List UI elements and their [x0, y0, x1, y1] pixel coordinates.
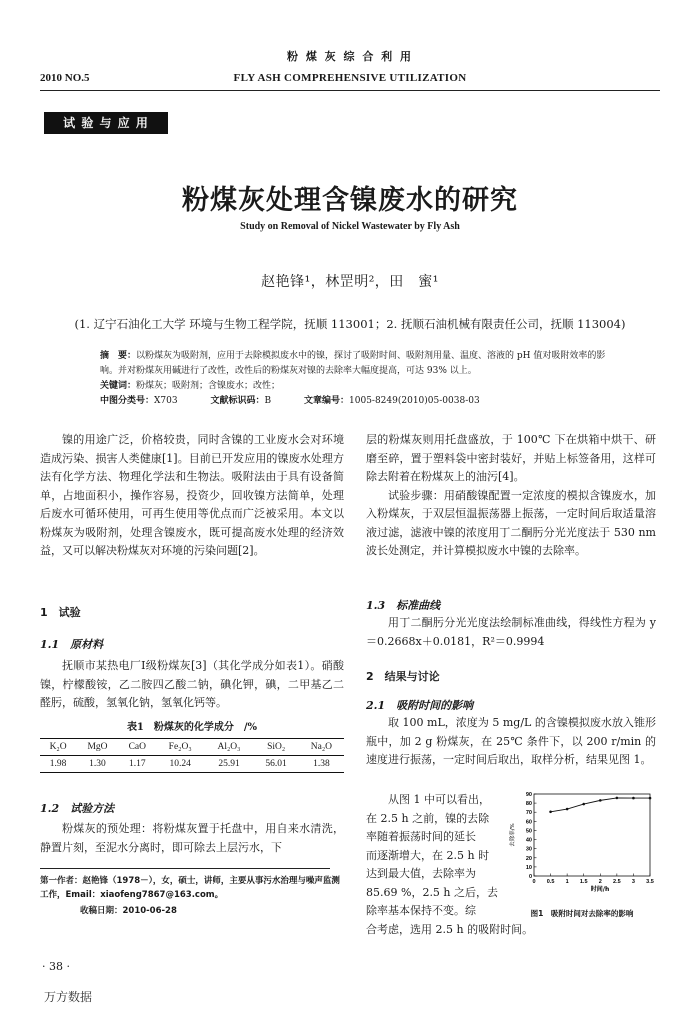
materials-paragraph [40, 657, 344, 713]
y-tick-label: 10 [525, 864, 532, 871]
figure-discussion [366, 791, 506, 921]
steps-text: 试验步骤：用硝酸镍配置一定浓度的模拟含镍废水，加入粉煤灰，于双层恒温振荡器上振荡，一定时间后取适量溶液过滤，滤液中镍的浓度用丁二酮肟分光光度法于 530 nm 波长处测定，并计算模拟废水中镍的去除率。 [366, 488, 656, 557]
section-1-2-heading: 1.2 试验方法 [40, 802, 115, 815]
right-cont-paragraph [366, 431, 656, 561]
header-rule [40, 90, 660, 91]
table-header-cell: Fe₂O₃ [168, 742, 192, 752]
fig-discussion-line: 率随着振荡时间的延长 [366, 830, 476, 843]
method-paragraph [40, 820, 344, 857]
intro-text: 镍的用途广泛，价格较贵，同时含镍的工业废水会对环境造成污染、损害人类健康[1]。目前已开发应用的镍废水处理方法有化学方法、物理化学法和生物法。吸附法由于具有设备简单，占地面积小，操作容易，投资少，回收镍方法简单，处理后废水可循环使用，可再生使用等优点而广泛被采用。本文以粉煤灰为吸附剂，处理含镍废水，既可提高废水处理的经济效益，又可以解决粉煤灰对环境的污染问题[2]。 [40, 433, 344, 557]
y-tick-label: 70 [525, 810, 532, 817]
article-number-value: 1005-8249(2010)05-0038-03 [349, 396, 480, 406]
table-cell: 25.91 [218, 759, 240, 769]
y-tick-label: 30 [525, 846, 532, 853]
article-title-en: Study on Removal of Nickel Wastewater by Fly Ash [240, 221, 460, 232]
fig-discussion-line: 在 2.5 h 之前，镍的去除 [366, 811, 490, 825]
table-1 [40, 738, 344, 773]
final-line: 合考虑，选用 2.5 h 的吸附时间。 [366, 923, 534, 936]
figure-1-caption: 图1 吸附时间对去除率的影响 [530, 909, 634, 918]
table-cell: 10.24 [169, 759, 191, 769]
data-point [649, 797, 652, 800]
section-2-1-heading: 2.1 吸附时间的影响 [366, 699, 474, 712]
section-tag [44, 112, 168, 134]
table-header-cell: Na₂O [310, 742, 333, 752]
standard-curve-paragraph [366, 614, 656, 651]
data-point [582, 803, 585, 806]
article-title-cn: 粉煤灰处理含镍废水的研究 [182, 185, 518, 216]
time-experiment-text: 取 100 mL，浓度为 5 mg/L 的含镍模拟废水放入锥形瓶中，加 2 g 粉煤灰，在 25℃ 条件下，以 200 r/min 的速度进行振荡，一定时间后取出，取样分析，结果见图 1。 [366, 716, 656, 766]
table-cell: 1.30 [89, 759, 106, 769]
x-tick-label: 2 [598, 879, 602, 885]
table-header-row [40, 739, 344, 756]
y-axis-label: 去除率/% [510, 823, 516, 847]
fig-discussion-line: 从图 1 中可以看出， [388, 793, 490, 806]
data-point [549, 810, 552, 813]
journal-name-cn: 粉 煤 灰 综 合 利 用 [287, 50, 413, 63]
classification-line [100, 394, 620, 409]
table-header-cell: MgO [87, 742, 108, 752]
standard-curve-text: 用丁二酮肟分光光度法绘制标准曲线，得线性方程为 y＝0.2668x＋0.0181，R²＝0.9994 [366, 616, 656, 648]
abstract [100, 349, 620, 379]
table-header-cell: SiO₂ [267, 742, 286, 752]
y-tick-label: 60 [525, 819, 532, 826]
section-2-heading: 2 结果与讨论 [366, 670, 440, 683]
watermark-text: 万方数据 [44, 990, 93, 1004]
author-list: 赵艳锋¹，林罡明²，田 蜜¹ [261, 274, 439, 290]
footnote-rule [40, 868, 330, 869]
table-1-caption: 表1 粉煤灰的化学成分 /% [126, 722, 258, 733]
plot-frame [534, 794, 650, 876]
data-point [599, 799, 602, 802]
table-header-cell: K₂O [49, 742, 67, 752]
y-tick-label: 20 [525, 855, 532, 862]
abstract-text: 以粉煤灰为吸附剂，应用于去除模拟废水中的镍，探讨了吸附时间、吸附剂用量、温度、溶液的 pH 值对吸附效率的影响。并对粉煤灰用碱进行了改性，改性后的粉煤灰对镍的去除率大幅度提高，可达 93% 以上。 [100, 351, 606, 376]
fig-discussion-line: 85.69 %，2.5 h 之后，去 [366, 885, 499, 899]
intro-paragraph [40, 431, 344, 561]
y-tick-label: 50 [525, 828, 532, 835]
data-point [566, 808, 569, 811]
data-point [632, 797, 635, 800]
method-text: 粉煤灰的预处理：将粉煤灰置于托盘中，用自来水清洗，静置片刻，至泥水分离时，即可除去上层污水，下 [40, 822, 344, 854]
pretreatment-cont-text: 层的粉煤灰则用托盘盛放，于 100℃ 下在烘箱中烘干、研磨至碎，置于塑料袋中密封装好，并贴上标签备用，这样可除去附着在粉煤灰上的油污[4]。 [366, 433, 656, 483]
section-1-heading: 1 试验 [40, 606, 81, 619]
y-tick-label: 0 [528, 874, 532, 880]
keywords [100, 379, 620, 394]
x-tick-label: 1.5 [579, 879, 588, 885]
x-axis-label: 时间/h [590, 886, 610, 893]
table-cell: 56.01 [265, 759, 287, 769]
section-tag-label: 试 验 与 应 用 [63, 116, 149, 130]
y-tick-label: 80 [525, 801, 532, 808]
materials-text: 抚顺市某热电厂Ⅰ级粉煤灰[3]（其化学成分如表1）。硝酸镍，柠檬酸铵，乙二胺四乙酸二钠，碘化钾，碘，二甲基乙二醛肟，硫酸，氢氧化钠，氢氧化钙等。 [40, 659, 344, 709]
y-tick-label: 40 [525, 837, 532, 844]
fig-discussion-line: 而逐渐增大，在 2.5 h 时 [366, 848, 490, 862]
table-cell: 1.17 [128, 759, 146, 769]
cls-label: 中图分类号： [100, 396, 155, 406]
article-number-label: 文章编号： [304, 396, 350, 406]
data-point [616, 797, 619, 800]
x-tick-label: 2.5 [613, 879, 621, 885]
received-date: 收稿日期：2010-06-28 [80, 906, 177, 916]
fig-discussion-line: 除率基本保持不变。综 [366, 904, 476, 917]
abstract-label: 摘 要： [100, 351, 137, 361]
keywords-label: 关键词： [100, 381, 137, 391]
table-header-cell: Al₂O₃ [217, 742, 241, 752]
journal-name-en: FLY ASH COMPREHENSIVE UTILIZATION [233, 72, 467, 84]
author-footnote: 第一作者：赵艳锋（1978－），女，硕士，讲师，主要从事污水治理与噪声监测工作，Email：xiaofeng7867@163.com。 [40, 876, 340, 900]
figure-1-chart [508, 788, 656, 896]
doc-code-label: 文献标识码： [210, 396, 265, 406]
table-cell: 1.98 [49, 759, 67, 769]
x-tick-label: 3 [631, 879, 635, 885]
table-header-cell: CaO [128, 742, 146, 752]
x-tick-label: 0 [532, 879, 536, 885]
page-number: · 38 · [42, 960, 70, 973]
cls-value: X703 [154, 396, 178, 406]
x-tick-label: 3.5 [646, 879, 654, 885]
section-1-3-heading: 1.3 标准曲线 [366, 599, 441, 612]
affiliation: (1. 辽宁石油化工大学 环境与生物工程学院，抚顺 113001；2. 抚顺石油机械有限责任公司，抚顺 113004) [74, 317, 626, 331]
issue-number: 2010 NO.5 [40, 72, 90, 84]
keywords-text: 粉煤灰；吸附剂；含镍废水；改性； [136, 381, 281, 391]
time-experiment-paragraph [366, 714, 656, 770]
x-tick-label: 0.5 [546, 879, 555, 885]
table-cell: 1.38 [313, 759, 330, 769]
fig-discussion-line: 达到最大值，去除率为 [366, 867, 476, 880]
x-tick-label: 1 [565, 879, 569, 885]
y-tick-label: 90 [525, 792, 532, 798]
section-1-1-heading: 1.1 原材料 [40, 638, 104, 651]
table-row [40, 756, 344, 773]
doc-code-value: B [264, 396, 272, 406]
